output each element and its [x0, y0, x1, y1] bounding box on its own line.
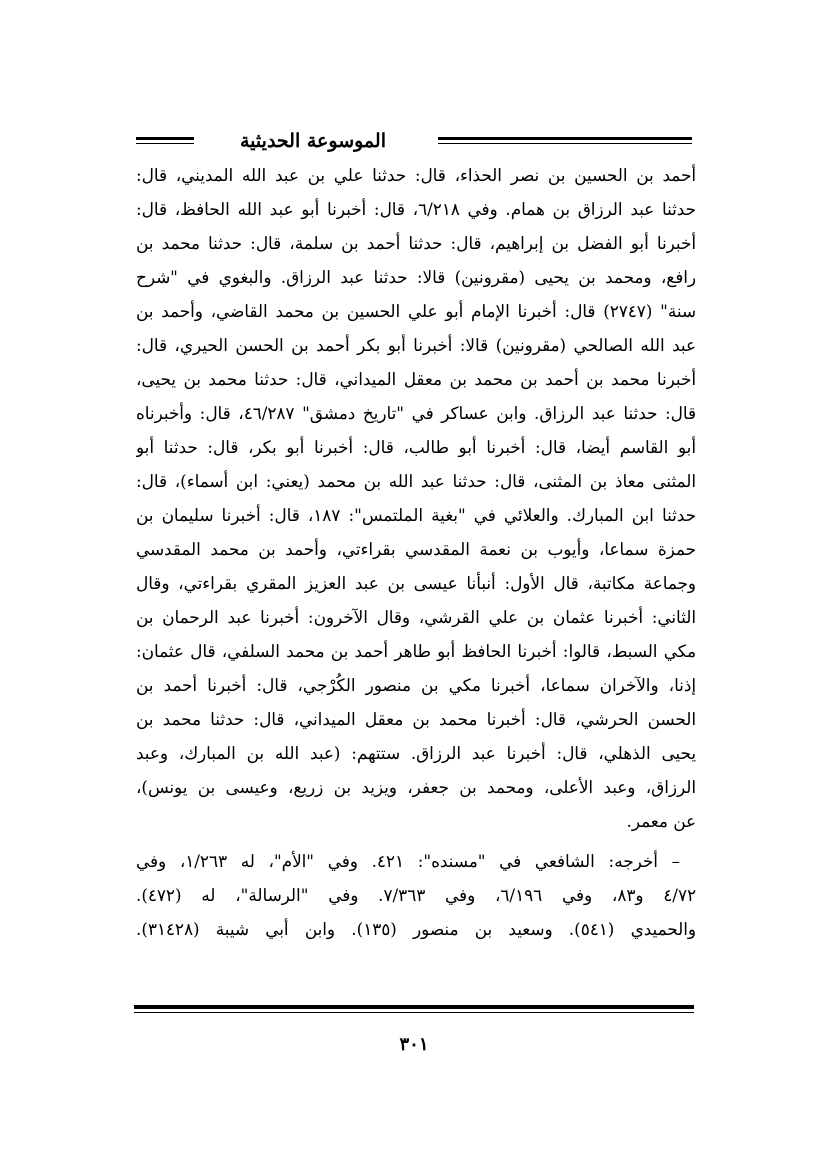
body-line-1: أحمد بن الحسين بن نصر الحذاء، قال: حدثنا علي بن عبد الله المديني، قال: — [136, 165, 696, 185]
body-line-16: إذنا، والآخران سماعا، أخبرنا مكي بن منصور الكُرْجي، قال: أخبرنا أحمد بن — [136, 675, 696, 695]
body-line-10: المثنى معاذ بن المثنى، قال: حدثنا عبد الله بن محمد (يعني: ابن أسماء)، قال: — [136, 471, 696, 491]
footer-rule — [134, 1005, 694, 1013]
body-line-19: الرزاق، وعبد الأعلى، ومحمد بن جعفر، ويزيد بن زريع، وعيسى بن يونس)، — [136, 777, 696, 797]
body-line-7: أخبرنا محمد بن أحمد بن محمد بن معقل الميداني، قال: حدثنا محمد بن يحيى، — [136, 369, 696, 389]
body-line-4: رافع، ومحمد بن يحيى (مقرونين) قالا: حدثنا عبد الرزاق. والبغوي في "شرح — [136, 267, 696, 287]
body-line-20: عن معمر. — [626, 811, 696, 831]
note-line-3: والحميدي (٥٤١). وسعيد بن منصور (١٣٥). وابن أبي شيبة (٣١٤٢٨). — [136, 919, 696, 939]
header-rule-right — [438, 137, 692, 144]
body-line-18: يحيى الذهلي، قال: أخبرنا عبد الرزاق. ستتهم: (عبد الله بن المبارك، وعبد — [136, 743, 696, 763]
header-rule-left — [136, 137, 194, 144]
body-line-8: قال: حدثنا عبد الرزاق. وابن عساكر في "تاريخ دمشق" ٤٦/٢٨٧، قال: وأخبرناه — [136, 403, 696, 423]
body-line-9: أبو القاسم أيضا، قال: أخبرنا أبو طالب، قال: أخبرنا أبو بكر، قال: حدثنا أبو — [136, 437, 696, 457]
body-line-2: حدثنا عبد الرزاق بن همام. وفي ٦/٢١٨، قال: أخبرنا أبو عبد الله الحافظ، قال: — [136, 199, 696, 219]
body-line-15: مكي السبط، قالوا: أخبرنا الحافظ أبو طاهر أحمد بن محمد السلفي، قال عثمان: — [136, 641, 696, 661]
page-number: ٣٠١ — [399, 1034, 429, 1055]
note-line-2: ٤/٧٢ و٨٣، وفي ٦/١٩٦، وفي ٧/٣٦٣. وفي "الرسالة"، له (٤٧٢). — [136, 885, 696, 905]
body-line-14: الثاني: أخبرنا عثمان بن علي القرشي، وقال الآخرون: أخبرنا عبد الرحمان بن — [136, 607, 696, 627]
running-header-title: الموسوعة الحديثية — [240, 130, 386, 152]
body-line-17: الحسن الحرشي، قال: أخبرنا محمد بن معقل الميداني، قال: حدثنا محمد بن — [136, 709, 696, 729]
page-body — [136, 158, 696, 946]
body-line-3: أخبرنا أبو الفضل بن إبراهيم، قال: حدثنا أحمد بن سلمة، قال: حدثنا محمد بن — [136, 233, 696, 253]
body-line-5: سنة" (٢٧٤٧) قال: أخبرنا الإمام أبو علي الحسين بن محمد القاضي، وأحمد بن — [136, 301, 696, 321]
running-header — [136, 128, 692, 154]
body-line-6: عبد الله الصالحي (مقرونين) قالا: أخبرنا أبو بكر أحمد بن الحسن الحيري، قال: — [136, 335, 696, 355]
body-line-13: وجماعة مكاتبة، قال الأول: أنبأنا عيسى بن عبد العزيز المقري بقراءتي، وقال — [136, 573, 696, 593]
body-line-12: حمزة سماعا، وأيوب بن نعمة المقدسي بقراءتي، وأحمد بن محمد المقدسي — [136, 539, 696, 559]
takhrij-note — [136, 844, 696, 946]
body-line-11: حدثنا ابن المبارك. والعلائي في "بغية الملتمس": ١٨٧، قال: أخبرنا سليمان بن — [136, 505, 696, 525]
note-line-1: – أخرجه: الشافعي في "مسنده": ٤٢١. وفي "الأم"، له ١/٢٦٣، وفي — [136, 851, 680, 871]
